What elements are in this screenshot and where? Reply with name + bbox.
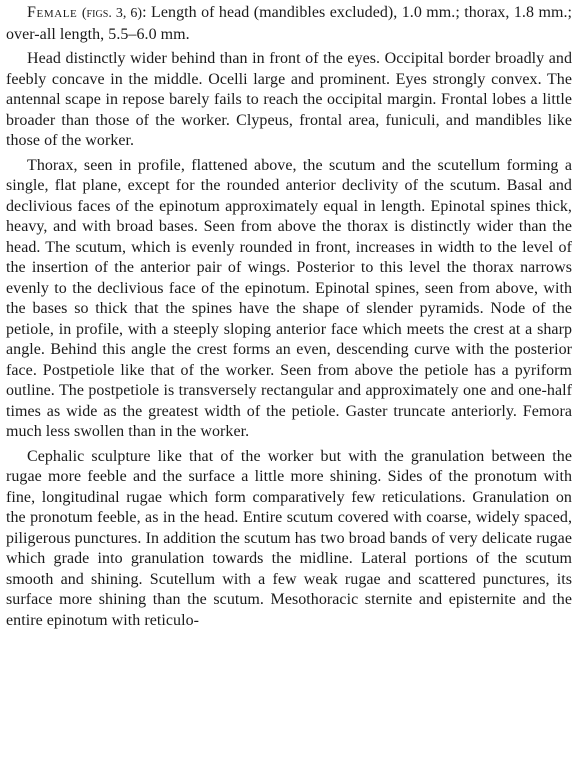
section-heading-female: Female <box>27 4 78 21</box>
figure-reference: (figs. 3, 6) <box>81 6 143 21</box>
measurements-text: : Length of head (mandibles excluded), 1.0 mm.; thorax, 1.8 mm.; over-all length, 5.5–6.0 mm. <box>6 4 572 43</box>
head-description-paragraph: Head distinctly wider behind than in front of the eyes. Occipital border broadly and feebly concave in the middle. Ocelli large and prominent. Eyes strongly convex. The antennal scape in repose barely fails to reach the occipital margin. Frontal lobes a little broader than those of the worker. Clypeus, frontal area, funiculi, and mandibles like those of the worker. <box>6 50 572 149</box>
thorax-description-paragraph: Thorax, seen in profile, flattened above, the scutum and the scutellum forming a single, flat plane, except for the rounded anterior declivity of the scutum. Basal and declivious faces of the epinotum approximately equal in length. Epinotal spines thick, heavy, and with broad bases. Seen from above the thorax is distinctly wider than the head. The scutum, which is evenly rounded in front, increases in width to the level of the insertion of the anterior pair of wings. Posterior to this level the thorax narrows evenly to the declivious face of the epinotum. Epinotal spines, seen from above, with the bases so thick that the spines have the shape of slender pyramids. Node of the petiole, in profile, with a steeply sloping anterior face which meets the crest at a sharp angle. Behind this angle the crest forms an even, descending curve with the posterior face. Postpetiole like that of the worker. Seen from above the petiole has a pyriform outline. The postpetiole is transversely rectangular and approximately one and one-half times as wide as the greatest width of the petiole. Gaster truncate anteriorly. Femora much less swollen than in the worker. <box>6 156 572 440</box>
female-description-heading-paragraph <box>6 3 572 45</box>
document-page <box>6 3 572 635</box>
sculpture-description-paragraph: Cephalic sculpture like that of the worker but with the granulation between the rugae more feeble and the surface a little more shining. Sides of the pronotum with fine, longitudinal rugae which form comparatively few reticulations. Granulation on the pronotum feeble, as in the head. Entire scutum covered with coarse, widely spaced, piligerous punctures. In addition the scutum has two broad bands of very delicate rugae which grade into granulation towards the midline. Lateral portions of the scutum smooth and shining. Scutellum with a few weak rugae and scattered punctures, its surface more shining than the scutum. Mesothoracic sternite and episternite and the entire epinotum with reticulo- <box>6 447 572 629</box>
